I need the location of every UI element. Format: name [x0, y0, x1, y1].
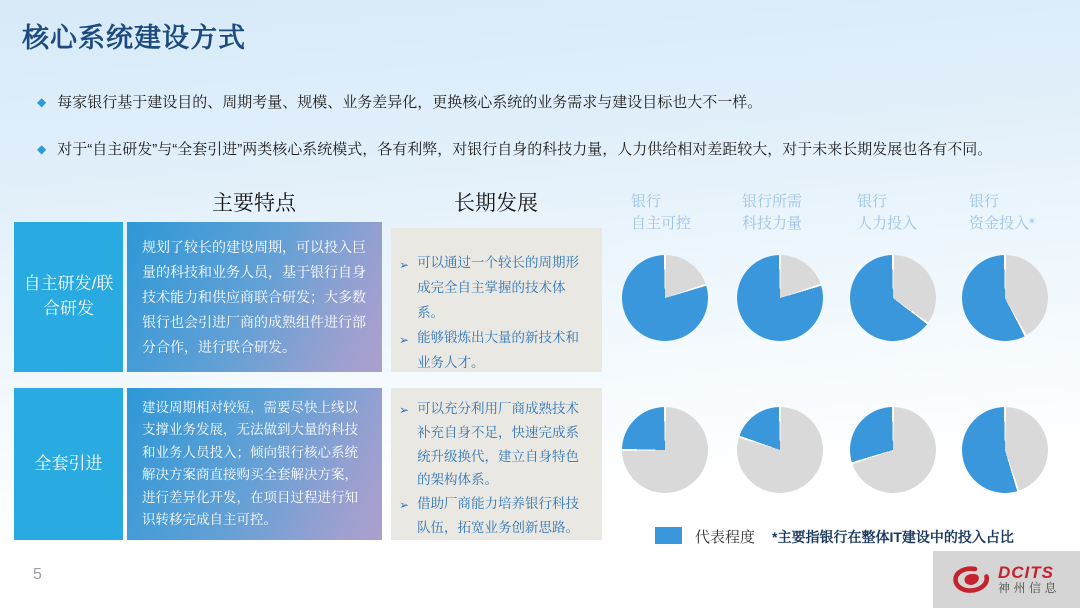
pie-header-line: 银行 [969, 193, 1000, 210]
bullet-point-1 [37, 92, 1056, 113]
chart-footnote: *主要指银行在整体IT建设中的投入占比 [772, 529, 1014, 545]
bullet-text: 每家银行基于建设目的、周期考量、规模、业务差异化，更换核心系统的业务需求与建设目标也大不一样。 [57, 94, 763, 111]
column-header-features: 主要特点 [212, 192, 296, 215]
pie-header-line: 自主可控 [631, 214, 692, 232]
diamond-bullet-icon: ◆ [37, 142, 47, 156]
pie-column-header-autonomy [631, 191, 691, 235]
dcits-swirl-icon [953, 566, 991, 594]
longterm-text: 能够锻炼出大量的新技术和业务人才。 [417, 329, 580, 370]
longterm-text: 借助厂商能力培养银行科技队伍，拓宽业务创新思路。 [417, 496, 580, 535]
longterm-text: 可以充分利用厂商成熟技术补充自身不足，快速完成系统升级换代，建立自身特色的架构体系。 [417, 401, 580, 488]
diamond-bullet-icon: ◆ [37, 95, 47, 109]
pie-header-line: 银行 [631, 193, 662, 210]
logo-text [998, 563, 1060, 596]
longterm-box-self-development [391, 228, 602, 372]
pie-chart-full-import-manpower [850, 407, 936, 493]
column-header-longterm: 长期发展 [454, 192, 538, 215]
arrow-bullet-icon: ➢ [399, 403, 410, 417]
arrow-bullet-icon: ➢ [399, 332, 410, 347]
longterm-box-full-import [391, 388, 602, 540]
pie-header-line: 资金投入* [969, 214, 1035, 232]
pie-column-header-funding [969, 191, 1035, 235]
pie-header-line: 科技力量 [742, 214, 803, 232]
legend-label: 代表程度 [695, 529, 756, 546]
pie-column-header-manpower [857, 191, 917, 235]
legend-color-swatch [655, 527, 682, 544]
bullet-text: 对于“自主研发”与“全套引进”两类核心系统模式，各有利弊，对银行自身的科技力量，人力供给相对差距较大，对于未来长期发展也各有不同。 [57, 141, 993, 158]
features-text-self-development: 规划了较长的建设周期，可以投入巨量的科技和业务人员，基于银行自身技术能力和供应商联合研发；大多数银行也会引进厂商的成熟组件进行部分合作，进行联合研发。 [127, 222, 382, 372]
pie-chart-full-import-tech-power [737, 407, 823, 493]
pie-chart-full-import-autonomy [622, 407, 708, 493]
logo-brand-name: DCITS [997, 562, 1054, 582]
longterm-item [399, 251, 592, 326]
longterm-item [399, 326, 592, 376]
features-text-full-import: 建设周期相对较短，需要尽快上线以支撑业务发展，无法做到大量的科技和业务人员投入；倾向银行核心系统解决方案商直接购买全套解决方案，进行差异化开发，在项目过程进行知识转移完成自主可控。 [127, 388, 382, 540]
longterm-text: 可以通过一个较长的周期形成完全自主掌握的技术体系。 [417, 255, 580, 320]
pie-chart-self-dev-manpower [850, 255, 936, 341]
pie-header-line: 人力投入 [857, 214, 918, 232]
page-title: 核心系统建设方式 [22, 23, 246, 53]
row-label-self-development: 自主研发/联合研发 [14, 222, 123, 372]
pie-header-line: 银行 [857, 193, 888, 210]
company-logo [933, 551, 1080, 608]
pie-column-header-tech-power [742, 191, 802, 235]
pie-chart-self-dev-tech-power [737, 255, 823, 341]
pie-chart-full-import-funding [962, 407, 1048, 493]
pie-chart-self-dev-autonomy [622, 255, 708, 341]
longterm-item [399, 492, 592, 540]
logo-brand-name-chinese: 神州信息 [997, 581, 1060, 596]
arrow-bullet-icon: ➢ [399, 498, 410, 512]
pie-header-line: 银行所需 [742, 193, 803, 210]
longterm-item [399, 397, 592, 492]
row-label-full-import: 全套引进 [14, 388, 123, 540]
pie-chart-self-dev-funding [962, 255, 1048, 341]
page-number: 5 [33, 566, 42, 583]
arrow-bullet-icon: ➢ [399, 258, 410, 272]
bullet-point-2 [37, 139, 1056, 160]
